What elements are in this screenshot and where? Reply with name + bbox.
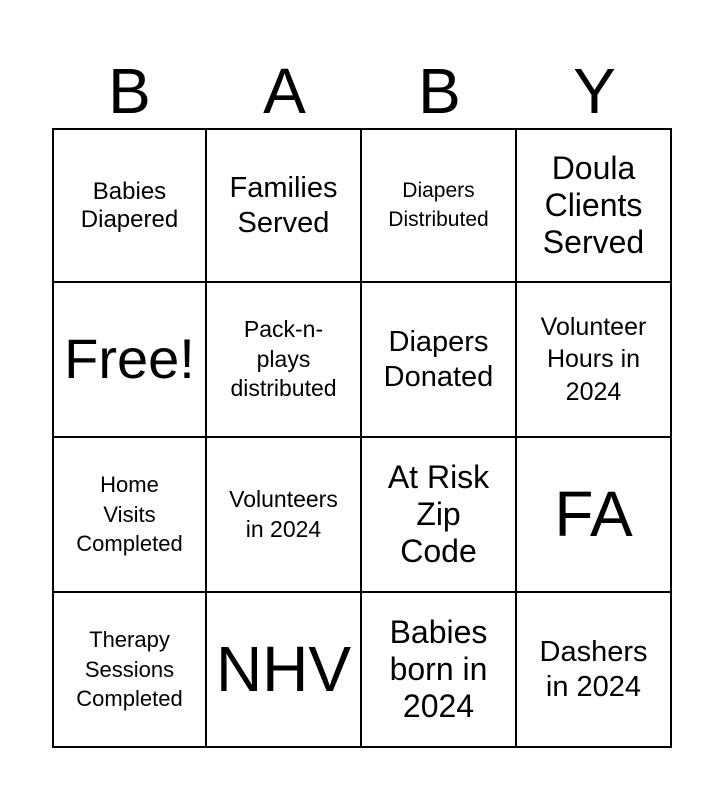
cell-label: Volunteer Hours in 2024 — [540, 312, 647, 406]
bingo-cell-r1c3[interactable] — [362, 128, 517, 283]
bingo-cell-r4c3[interactable] — [362, 593, 517, 748]
cell-label: Diapers Distributed — [388, 179, 489, 231]
bingo-cell-r3c1[interactable] — [52, 438, 207, 593]
header-letter-b2: B — [418, 55, 461, 127]
cell-label: Volunteers in 2024 — [229, 485, 338, 542]
bingo-board — [52, 128, 672, 748]
cell-label: Pack-n- plays distributed — [230, 315, 337, 402]
bingo-cell-r3c2[interactable] — [207, 438, 362, 593]
cell-label: FA — [554, 477, 633, 550]
bingo-cell-r3c4[interactable] — [517, 438, 672, 593]
cell-label: Diapers Donated — [383, 325, 494, 393]
bingo-cell-r2c2[interactable] — [207, 283, 362, 438]
cell-label: Dashers in 2024 — [539, 635, 648, 703]
cell-label: Families Served — [229, 171, 338, 239]
bingo-cell-r4c1[interactable] — [52, 593, 207, 748]
header-letter-a: A — [263, 55, 306, 127]
cell-label: Home Visits Completed — [76, 471, 183, 557]
bingo-cell-r2c4[interactable] — [517, 283, 672, 438]
bingo-cell-r2c3[interactable] — [362, 283, 517, 438]
cell-label: NHV — [215, 632, 352, 705]
bingo-cell-r1c2[interactable] — [207, 128, 362, 283]
bingo-cell-r1c4[interactable] — [517, 128, 672, 283]
bingo-cell-r4c2[interactable] — [207, 593, 362, 748]
cell-label: Babies Diapered — [80, 177, 179, 233]
bingo-cell-r1c1[interactable] — [52, 128, 207, 283]
cell-label: Free! — [64, 327, 195, 391]
cell-label: Doula Clients Served — [542, 150, 645, 260]
bingo-cell-r2c1[interactable] — [52, 283, 207, 438]
bingo-cell-r3c3[interactable] — [362, 438, 517, 593]
header-letter-b1: B — [108, 55, 151, 127]
cell-label: Babies born in 2024 — [389, 614, 488, 724]
bingo-cell-r4c4[interactable] — [517, 593, 672, 748]
cell-label: Therapy Sessions Completed — [76, 626, 183, 712]
bingo-header — [52, 52, 672, 128]
cell-label: At Risk Zip Code — [387, 459, 490, 569]
header-letter-y: Y — [573, 55, 616, 127]
